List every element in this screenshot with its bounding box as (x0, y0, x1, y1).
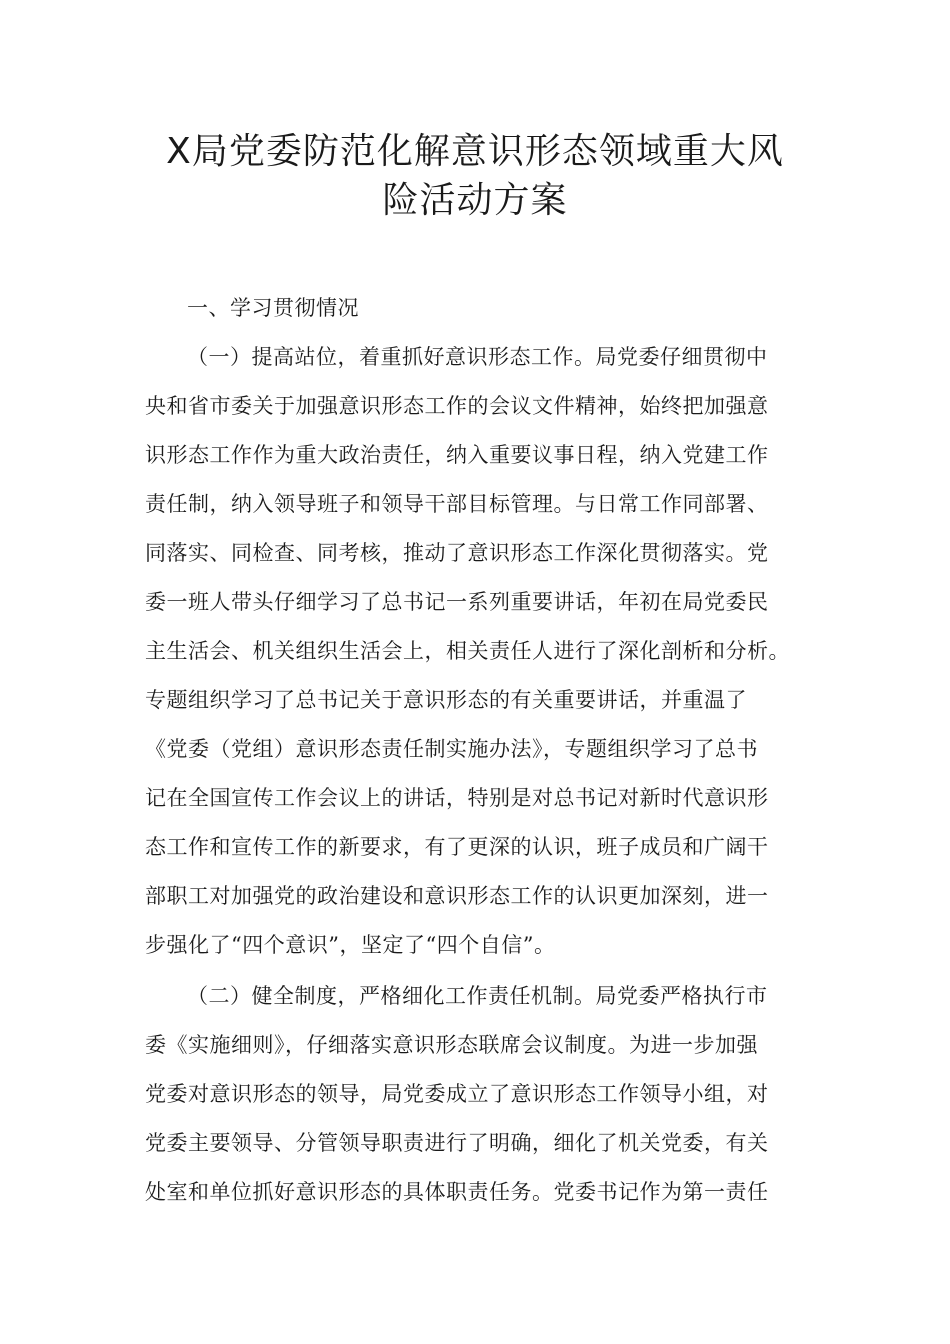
paragraph-line: 党委主要领导、分管领导职责进行了明确，细化了机关党委，有关 (145, 1131, 769, 1155)
paragraph-line: 识形态工作作为重大政治责任，纳入重要议事日程，纳入党建工作 (145, 443, 769, 467)
paragraph-line: 态工作和宣传工作的新要求，有了更深的认识，班子成员和广阔干 (145, 835, 769, 859)
title-line: 险活动方案 (382, 180, 568, 221)
document-title (145, 128, 805, 226)
paragraph-line: 主生活会、机关组织生活会上，相关责任人进行了深化剖析和分析。 (145, 639, 790, 663)
paragraph-line: （一）提高站位，着重抓好意识形态工作。局党委仔细贯彻中 (187, 345, 768, 369)
paragraph-line: 委《实施细则》，仔细落实意识形态联席会议制度。为进一步加强 (145, 1033, 758, 1057)
paragraph-line: 《党委（党组）意识形态责任制实施办法》，专题组织学习了总书 (145, 737, 758, 761)
paragraph-2 (145, 972, 813, 1217)
title-line: X局党委防范化解意识形态领域重大风 (166, 131, 784, 172)
paragraph-line: 委一班人带头仔细学习了总书记一系列重要讲话，年初在局党委民 (145, 590, 769, 614)
paragraph-line: 专题组织学习了总书记关于意识形态的有关重要讲话，并重温了 (145, 688, 747, 712)
paragraph-1 (145, 333, 813, 970)
paragraph-line: （二）健全制度，严格细化工作责任机制。局党委严格执行市 (187, 984, 768, 1008)
section-heading (145, 284, 813, 333)
paragraph-line: 央和省市委关于加强意识形态工作的会议文件精神，始终把加强意 (145, 394, 769, 418)
paragraph-line: 党委对意识形态的领导，局党委成立了意识形态工作领导小组，对 (145, 1082, 769, 1106)
paragraph-line: 部职工对加强党的政治建设和意识形态工作的认识更加深刻，进一 (145, 884, 769, 908)
paragraph-line: 责任制，纳入领导班子和领导干部目标管理。与日常工作同部署、 (145, 492, 769, 516)
paragraph-line: 同落实、同检查、同考核，推动了意识形态工作深化贯彻落实。党 (145, 541, 769, 565)
section-heading-text: 一、学习贯彻情况 (187, 296, 359, 320)
paragraph-line: 记在全国宣传工作会议上的讲话，特别是对总书记对新时代意识形 (145, 786, 769, 810)
paragraph-line: 处室和单位抓好意识形态的具体职责任务。党委书记作为第一责任 (145, 1180, 769, 1204)
paragraph-line: 步强化了“四个意识”，坚定了“四个自信”。 (145, 933, 556, 957)
